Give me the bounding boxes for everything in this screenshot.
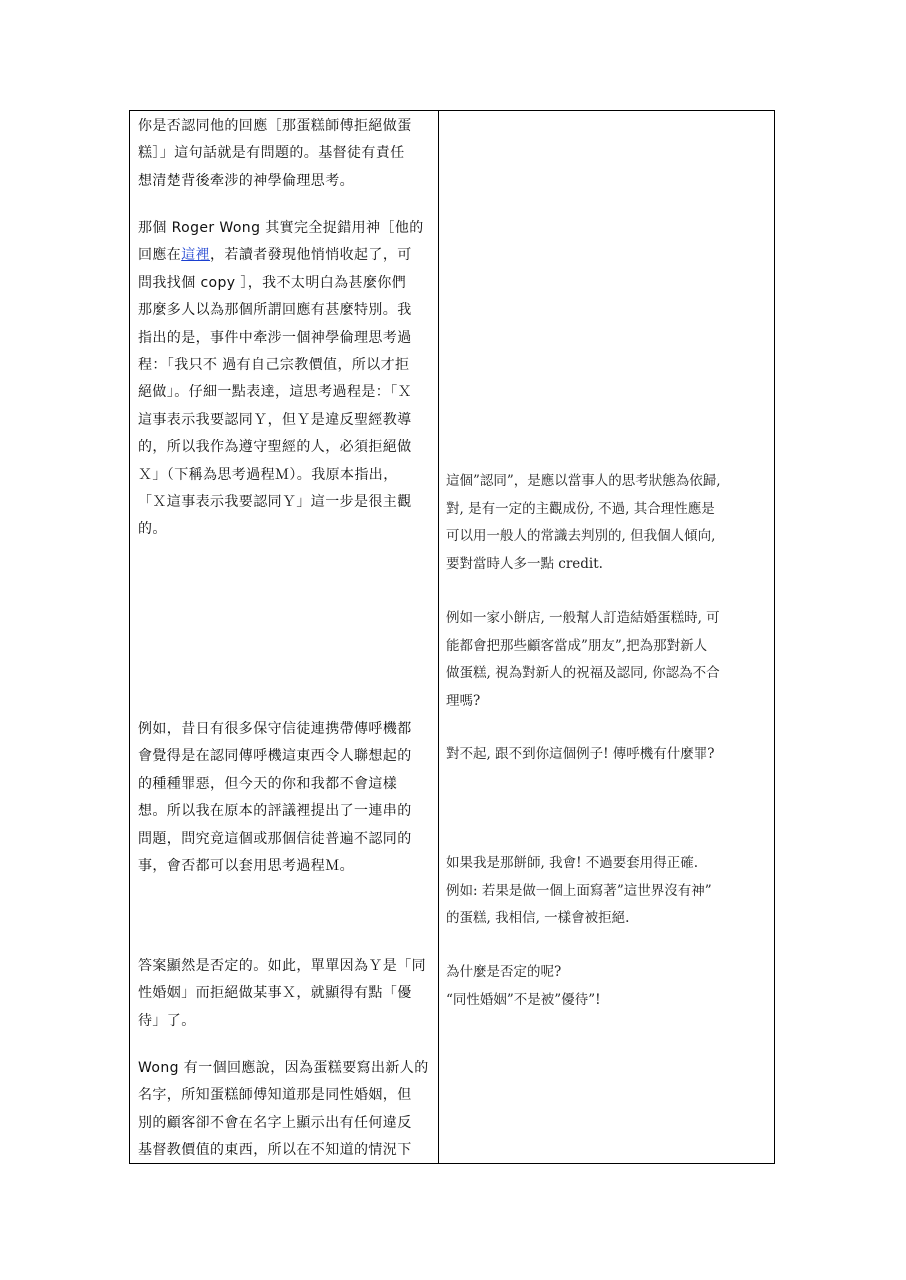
text-line: 能都會把那些顧客當成”朋友”,把為那對新人	[446, 637, 708, 654]
comment-table	[129, 110, 775, 1164]
left-paragraph-5	[138, 1055, 429, 1165]
text-line: 做蛋糕, 視為對新人的祝福及認同, 你認為不合	[446, 665, 720, 681]
text-line: 「Ｘ這事表示我要認同Ｙ」這一步是很主觀	[138, 494, 412, 511]
text-line: 基督教價值的東西，所以在不知道的情況下	[138, 1142, 412, 1159]
right-paragraph-2	[446, 605, 720, 715]
text-line: 別的顧客卻不會在名字上顯示出有任何違反	[138, 1114, 412, 1131]
text-line: 程：「我只不 過有自己宗教價值，所以才拒	[138, 357, 410, 374]
text-line: 事，會否都可以套用思考過程Ｍ。	[138, 858, 354, 875]
text-line: 問我找個 copy ］，我不太明白為甚麼你們	[138, 274, 407, 291]
text-line: 指出的是，事件中牽涉一個神學倫理思考過	[138, 329, 412, 346]
text-line: 這事表示我要認同Ｙ，但Ｙ是違反聖經教導	[138, 411, 412, 428]
text-line-with-link	[138, 242, 424, 269]
text-line: “同性婚姻”不是被”優待”!	[446, 991, 601, 1008]
text-line: 想。所以我在原本的評議裡提出了一連串的	[138, 803, 412, 820]
text-fragment: 回應在	[138, 247, 182, 264]
text-line: 名字，所知蛋糕師傅知道那是同性婚姻，但	[138, 1087, 412, 1104]
text-line: 你是否認同他的回應［那蛋糕師傅拒絕做蛋	[138, 118, 412, 134]
text-line: 對, 是有一定的主觀成份, 不過, 其合理性應是	[446, 500, 715, 517]
left-paragraph-2	[138, 215, 424, 544]
right-paragraph-3	[446, 741, 715, 769]
text-line: 絕做」。仔細一點表達，這思考過程是：「Ｘ	[138, 384, 412, 401]
text-line: 性婚姻」而拒絕做某事Ｘ，就顯得有點「優	[138, 985, 412, 1002]
here-link[interactable]: 這裡	[181, 247, 211, 264]
text-line: 的蛋糕, 我相信, 一樣會被拒絕.	[446, 910, 630, 926]
text-line: 這個”認同”，是應以當事人的思考狀態為依歸,	[446, 473, 721, 489]
text-line: 想清楚背後牽涉的神學倫理思考。	[138, 172, 354, 189]
text-line: 理嗎?	[446, 692, 481, 709]
text-line: Wong 有一個回應說，因為蛋糕要寫出新人的	[138, 1060, 429, 1076]
text-line: 如果我是那餅師, 我會! 不過要套用得正確.	[446, 855, 699, 871]
text-line: 那麼多人以為那個所謂回應有甚麼特別。我	[138, 302, 412, 319]
text-line: 那個 Roger Wong 其實完全捉錯用神［他的	[138, 220, 424, 236]
text-line: 會覺得是在認同傳呼機這東西令人聯想起的	[138, 748, 412, 765]
text-line: 對不起, 跟不到你這個例子! 傳呼機有什麼罪?	[446, 746, 715, 762]
text-line: Ｘ」（下稱為思考過程Ｍ）。我原本指出，	[138, 466, 398, 483]
text-line: 問題，問究竟這個或那個信徒普遍不認同的	[138, 830, 412, 847]
text-line: 待」了。	[138, 1012, 196, 1029]
left-paragraph-4	[138, 953, 426, 1035]
text-fragment: ，若讀者發現他悄悄收起了，可	[210, 247, 412, 264]
left-paragraph-1	[138, 113, 412, 195]
text-line: 要對當時人多一點 credit.	[446, 555, 603, 572]
right-paragraph-5	[446, 959, 601, 1014]
left-paragraph-3	[138, 716, 412, 880]
text-line: 的，所以我作為遵守聖經的人，必須拒絕做	[138, 439, 412, 456]
column-divider	[438, 111, 439, 1163]
text-line: 的種種罪惡，但今天的你和我都不會這樣	[138, 775, 398, 792]
right-paragraph-1	[446, 468, 721, 578]
text-line: 例如一家小餅店, 一般幫人訂造結婚蛋糕時, 可	[446, 610, 720, 626]
text-line: 可以用一般人的常識去判別的, 但我個人傾向,	[446, 528, 716, 544]
text-line: 為什麼是否定的呢?	[446, 964, 562, 980]
right-paragraph-4	[446, 850, 712, 933]
text-line: 的。	[138, 521, 167, 538]
text-line: 例如: 若果是做一個上面寫著”這世界沒有神”	[446, 882, 712, 899]
text-line: 糕］」這句話就是有問題的。基督徒有責任	[138, 145, 405, 162]
text-line: 答案顯然是否定的。如此，單單因為Ｙ是「同	[138, 958, 426, 974]
text-line: 例如，昔日有很多保守信徒連携帶傳呼機都	[138, 721, 412, 737]
